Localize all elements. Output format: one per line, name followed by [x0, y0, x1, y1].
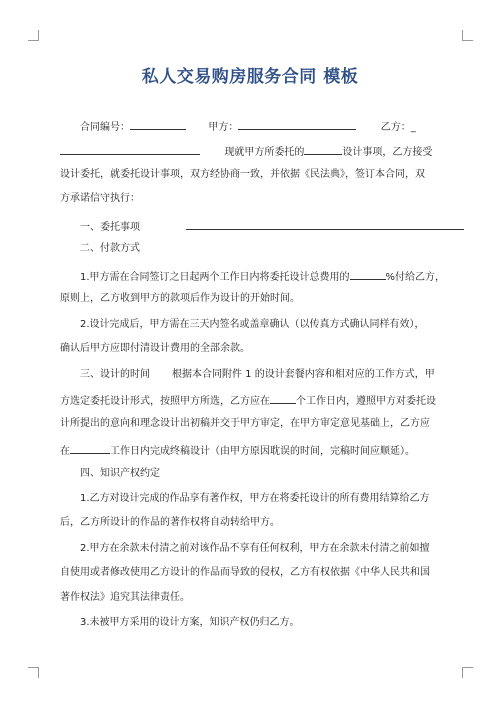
section-3-text-5: 工作日内完成终稿设计（由甲方原因耽误的时间，完稿时间应顺延）。	[110, 446, 415, 457]
party-a-label: 甲方：	[208, 122, 239, 133]
percent-blank	[350, 268, 386, 280]
payment-clause-2-line-1: 2.设计完成后，甲方需在三天内签名或盖章确认（以传真方式确认同样有效），	[80, 319, 425, 330]
document-title: 私人交易购房服务合同 模板	[141, 67, 359, 87]
section-3-text: 根据本合同附件 1 的设计套餐内容和相对应的工作方式，甲	[172, 369, 435, 380]
payment-text-2: %付给乙方，	[385, 272, 446, 283]
section-3-text-4: 在	[60, 446, 70, 457]
section-3-line-1	[80, 368, 435, 382]
party-b-label: 乙方：_	[380, 122, 416, 133]
working-days-blank	[270, 392, 296, 404]
crop-mark-bottom-right	[462, 667, 473, 678]
section-3-line-2	[60, 392, 436, 409]
payment-clause-1-line-1	[80, 268, 445, 285]
ip-clause-2-line-1: 2.甲方在余款未付清之前对该作品不享有任何权利，甲方在余款未付清之前如擅	[80, 543, 430, 554]
intro-line-1: 设计委托，就委托设计事项，双方经协商一致，并依据《民法典》，签订本合同，双	[60, 169, 425, 180]
header-line-2	[60, 143, 432, 160]
section-3-line-3: 计所提出的意向和理念设计出初稿并交于甲方审定，在甲方审定意见基础上，乙方应	[60, 418, 430, 429]
crop-mark-top-right	[462, 30, 473, 41]
ip-clause-1-line-1: 1.乙方对设计完成的作品享有著作权，甲方在将委托设计的所有费用结算给乙方	[80, 493, 430, 504]
section-4-heading: 四、知识产权约定	[80, 468, 160, 479]
section-3-text-3: 个工作日内，遵照甲方对委托设	[296, 396, 436, 407]
section-1-heading: 一、委托事项	[80, 222, 140, 233]
section-3-line-4	[60, 442, 415, 459]
crop-mark-top-left	[28, 30, 39, 41]
payment-text: 1.甲方需在合同签订之日起两个工作日内将委托设计总费用的	[80, 272, 350, 283]
contract-no-blank	[130, 118, 186, 130]
header-line-1	[80, 118, 416, 135]
ip-clause-3: 3.未被甲方采用的设计方案，知识产权仍归乙方。	[80, 617, 300, 628]
ip-clause-2-line-2: 自使用或者修改使用乙方设计的作品而导致的侵权，乙方有权依据《中华人民共和国	[60, 567, 430, 578]
section-3-text-2: 方选定委托设计形式，按照甲方所选，乙方应在	[60, 396, 270, 407]
party-b-name-blank	[60, 143, 200, 155]
design-item-blank	[304, 143, 342, 155]
intro-line-2: 方承诺信守执行：	[60, 193, 140, 204]
header-text-2: 设计事项，乙方接受	[342, 147, 433, 158]
header-text: 现就甲方所委托的	[224, 147, 305, 158]
section-2-heading: 二、付款方式	[80, 243, 140, 254]
section-1	[80, 218, 464, 235]
crop-mark-bottom-left	[28, 667, 39, 678]
payment-clause-2-line-2: 确认后甲方应即付清设计费用的全部余款。	[60, 343, 250, 354]
ip-clause-2-line-3: 著作权法》追究其法律责任。	[60, 592, 190, 603]
final-days-blank	[70, 442, 110, 454]
payment-clause-1-line-2: 原则上，乙方收到甲方的款项后作为设计的开始时间。	[60, 293, 300, 304]
entrusted-item-blank	[186, 218, 464, 230]
section-3-heading: 三、设计的时间	[80, 369, 150, 380]
party-a-blank	[238, 118, 356, 130]
contract-no-label: 合同编号：	[80, 122, 130, 133]
ip-clause-1-line-2: 后，乙方所设计的作品的著作权将自动转给甲方。	[60, 517, 280, 528]
